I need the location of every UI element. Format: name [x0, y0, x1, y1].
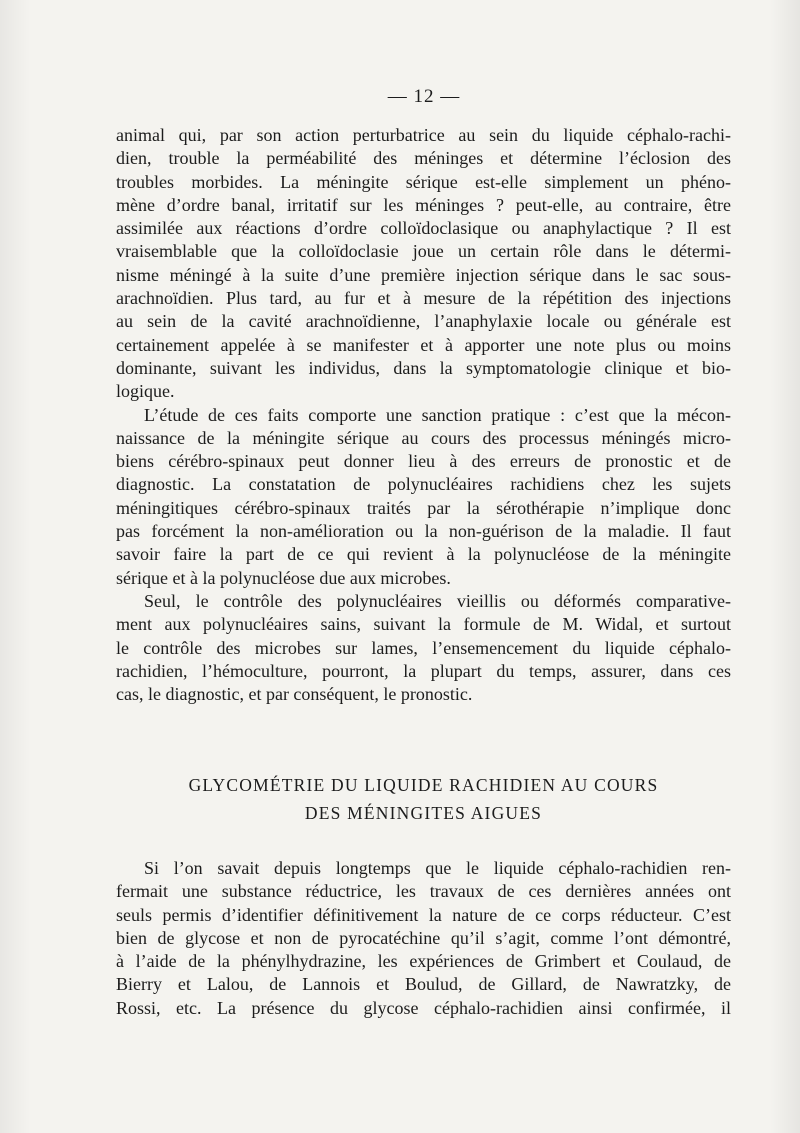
- text-line: au sein de la cavité arachnoïdienne, l’anaphylaxie locale ou générale est: [116, 311, 731, 332]
- text-line: naissance de la méningite sérique au cours des processus méningés micro-: [116, 427, 731, 448]
- paragraph: [116, 857, 731, 1020]
- paragraph: [116, 590, 731, 706]
- text-line: dominante, suivant les individus, dans la symptomatologie clinique et bio-: [116, 357, 731, 378]
- section-heading-line-1: GLYCOMÉTRIE DU LIQUIDE RACHIDIEN AU COURS: [188, 775, 659, 795]
- text-line: seuls permis d’identifier définitivement la nature de ce corps réducteur. C’est: [116, 904, 731, 925]
- paragraph: [116, 124, 731, 404]
- text-line: Si l’on savait depuis longtemps que le liquide céphalo-rachidien ren-: [144, 858, 731, 878]
- paragraph: [116, 404, 731, 590]
- text-line: nisme méningé à la suite d’une première injection sérique dans le sac sous-: [116, 264, 731, 285]
- text-line: sérique et à la polynucléose due aux microbes.: [116, 567, 451, 588]
- text-line: savoir faire la part de ce qui revient à la polynucléose de la méningite: [116, 544, 731, 565]
- text-line: biens cérébro-spinaux peut donner lieu à des erreurs de pronostic et de: [116, 451, 731, 472]
- text-line: certainement appelée à se manifester et à apporter une note plus ou moins: [116, 334, 731, 355]
- text-line: animal qui, par son action perturbatrice au sein du liquide céphalo-rachi-: [116, 125, 731, 145]
- text-line: fermait une substance réductrice, les travaux de ces dernières années ont: [116, 881, 731, 902]
- text-line: logique.: [116, 381, 175, 402]
- text-line: cas, le diagnostic, et par conséquent, le pronostic.: [116, 684, 473, 705]
- text-line: vraisemblable que la colloïdoclasie joue un certain rôle dans le détermi-: [116, 241, 731, 262]
- text-line: mène d’ordre banal, irritatif sur les méninges ? peut-elle, au contraire, être: [116, 194, 731, 215]
- text-line: Seul, le contrôle des polynucléaires vieillis ou déformés comparative-: [144, 590, 731, 611]
- text-line: arachnoïdien. Plus tard, au fur et à mesure de la répétition des injections: [116, 288, 731, 309]
- text-line: Bierry et Lalou, de Lannois et Boulud, de Gillard, de Nawratzky, de: [116, 974, 731, 995]
- section-heading-line-2: DES MÉNINGITES AIGUES: [304, 803, 543, 823]
- text-line: rachidien, l’hémoculture, pourront, la plupart du temps, assurer, dans ces: [116, 660, 731, 681]
- text-line: méningitiques cérébro-spinaux traités par la sérothérapie n’implique donc: [116, 497, 731, 518]
- body-text-top: [116, 124, 731, 706]
- text-line: le contrôle des microbes sur lames, l’ensemencement du liquide céphalo-: [116, 637, 731, 658]
- body-text-bottom: [116, 857, 731, 1020]
- text-line: dien, trouble la perméabilité des méninges et détermine l’éclosion des: [116, 148, 731, 169]
- text-line: bien de glycose et non de pyrocatéchine qu’il s’agit, comme l’ont démontré,: [116, 927, 731, 948]
- text-line: assimilée aux réactions d’ordre colloïdoclasique ou anaphylactique ? Il est: [116, 218, 731, 239]
- text-line: ment aux polynucléaires sains, suivant la formule de M. Widal, et surtout: [116, 614, 731, 635]
- page-number: — 12 —: [387, 86, 461, 107]
- text-line: Rossi, etc. La présence du glycose céphalo-rachidien ainsi confirmée, il: [116, 997, 731, 1018]
- text-line: diagnostic. La constatation de polynucléaires rachidiens chez les sujets: [116, 474, 731, 495]
- text-line: L’étude de ces faits comporte une sanction pratique : c’est que la mécon-: [144, 404, 731, 425]
- text-line: pas forcément la non-amélioration ou la non-guérison de la maladie. Il faut: [116, 521, 731, 542]
- text-line: à l’aide de la phénylhydrazine, les expériences de Grimbert et Coulaud, de: [116, 951, 731, 972]
- text-line: troubles morbides. La méningite sérique est-elle simplement un phéno-: [116, 171, 731, 192]
